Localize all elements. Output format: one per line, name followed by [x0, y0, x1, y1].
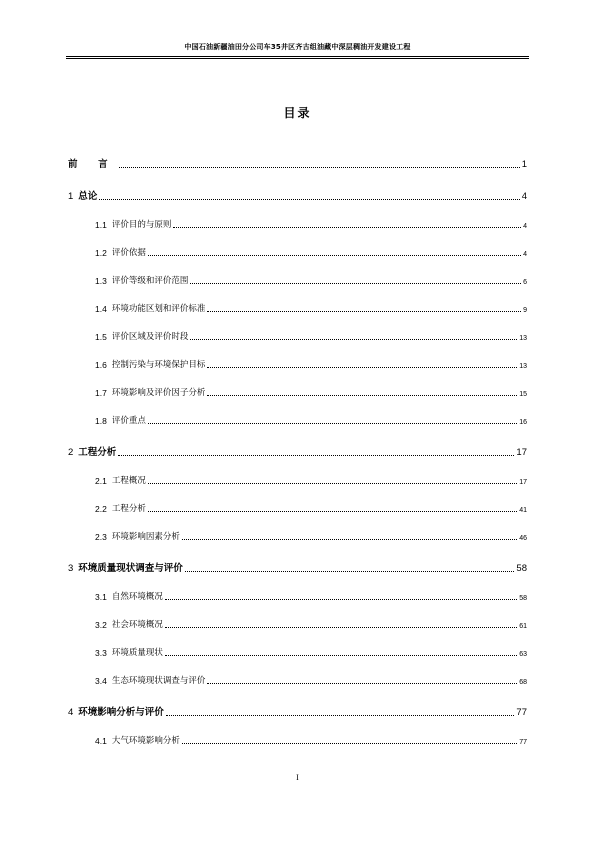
toc-entry-title: 评价等级和评价范围 — [111, 275, 189, 285]
toc-entry-page: 13 — [519, 335, 527, 342]
dot-leader — [148, 511, 517, 512]
toc-section-entry[interactable] — [68, 630, 527, 658]
toc-entry-title: 总论 — [78, 191, 98, 202]
toc-entry-title: 评价依据 — [111, 247, 146, 257]
toc-entry-title: 环境影响因素分析 — [111, 531, 180, 541]
toc-entry-number: 1 — [68, 191, 74, 202]
dot-leader — [185, 571, 515, 572]
toc-section-entry[interactable] — [68, 398, 527, 426]
toc-entry-title: 生态环境现状调查与评价 — [111, 675, 206, 685]
running-header: 中国石油新疆油田分公司车35井区齐古组油藏中深层稠油开发建设工程 — [184, 43, 411, 51]
dot-leader — [207, 395, 517, 396]
toc-entry-number: 1.3 — [95, 276, 107, 286]
toc-entry-title: 环境影响及评价因子分析 — [111, 387, 206, 397]
toc-entry-page: 58 — [519, 595, 527, 602]
toc-entry-title: 自然环境概况 — [111, 591, 163, 601]
toc-entry-title: 前 言 — [68, 159, 117, 170]
toc-entry-title: 评价区域及评价时段 — [111, 331, 189, 341]
toc-entry-number: 2.2 — [95, 504, 107, 514]
toc-entry-page: 6 — [523, 279, 527, 286]
dot-leader — [166, 715, 515, 716]
header-rule — [66, 56, 529, 59]
toc-entry-page: 17 — [516, 447, 527, 458]
page-number: I — [296, 773, 299, 782]
dot-leader — [182, 539, 517, 540]
toc-entry-number: 2.3 — [95, 532, 107, 542]
toc-section-entry[interactable] — [68, 314, 527, 342]
toc-chapter-entry[interactable] — [68, 542, 527, 574]
dot-leader — [148, 423, 517, 424]
toc-section-entry[interactable] — [68, 258, 527, 286]
toc-entry-number: 2 — [68, 447, 74, 458]
toc-entry-number: 4 — [68, 707, 74, 718]
toc-section-entry[interactable] — [68, 202, 527, 230]
toc-entry-page: 68 — [519, 679, 527, 686]
toc-section-entry[interactable] — [68, 458, 527, 486]
dot-leader — [190, 339, 517, 340]
toc-entry-title: 社会环境概况 — [111, 619, 163, 629]
toc-entry-page: 9 — [523, 307, 527, 314]
dot-leader — [207, 367, 517, 368]
toc-entry-page: 41 — [519, 507, 527, 514]
dot-leader — [165, 627, 517, 628]
toc-entry-page: 4 — [523, 251, 527, 258]
dot-leader — [182, 743, 517, 744]
toc-section-entry[interactable] — [68, 514, 527, 542]
toc-entry-page: 13 — [519, 363, 527, 370]
toc-entry-page: 58 — [516, 563, 527, 574]
toc-entry-number: 1.1 — [95, 220, 107, 230]
toc-entry-title: 环境质量现状 — [111, 647, 163, 657]
toc-entry-page: 77 — [519, 739, 527, 746]
dot-leader — [118, 455, 514, 456]
toc-entry-number: 1.5 — [95, 332, 107, 342]
toc-section-entry[interactable] — [68, 602, 527, 630]
dot-leader — [119, 167, 520, 168]
toc-entry-page: 46 — [519, 535, 527, 542]
dot-leader — [207, 311, 521, 312]
toc-entry-title: 环境质量现状调查与评价 — [78, 563, 183, 574]
toc-entry-number: 4.1 — [95, 736, 107, 746]
toc-entry-number: 3.1 — [95, 592, 107, 602]
toc-entry-page: 17 — [519, 479, 527, 486]
toc-entry-title: 工程概况 — [111, 475, 146, 485]
toc-title: 目录 — [283, 106, 312, 120]
toc-entry-page: 4 — [521, 191, 527, 202]
toc-entry-number: 1.8 — [95, 416, 107, 426]
toc-entry-page: 4 — [523, 223, 527, 230]
toc-entry-number: 1.7 — [95, 388, 107, 398]
dot-leader — [173, 227, 521, 228]
toc-entry-page: 63 — [519, 651, 527, 658]
toc-entry-title: 控制污染与环境保护目标 — [111, 359, 206, 369]
dot-leader — [99, 199, 519, 200]
toc-section-entry[interactable] — [68, 342, 527, 370]
toc-entry-page: 1 — [521, 159, 527, 170]
toc-entry-title: 大气环境影响分析 — [111, 735, 180, 745]
toc-entry-number: 1.4 — [95, 304, 107, 314]
dot-leader — [148, 483, 517, 484]
toc-chapter-entry[interactable] — [68, 170, 527, 202]
toc-entry-number: 3 — [68, 563, 74, 574]
toc-entry-page: 61 — [519, 623, 527, 630]
dot-leader — [165, 599, 517, 600]
toc-entry-title: 工程分析 — [78, 447, 117, 458]
toc-chapter-entry[interactable] — [68, 138, 527, 170]
toc-entry-number: 1.2 — [95, 248, 107, 258]
toc-entry-page: 16 — [519, 419, 527, 426]
toc-entry-number: 2.1 — [95, 476, 107, 486]
dot-leader — [148, 255, 521, 256]
toc-section-entry[interactable] — [68, 286, 527, 314]
toc-entry-page: 15 — [519, 391, 527, 398]
toc-chapter-entry[interactable] — [68, 686, 527, 718]
toc-entry-number: 3.3 — [95, 648, 107, 658]
toc-entry-number: 3.2 — [95, 620, 107, 630]
toc-section-entry[interactable] — [68, 658, 527, 686]
toc-section-entry[interactable] — [68, 574, 527, 602]
dot-leader — [207, 683, 517, 684]
toc-entry-number: 3.4 — [95, 676, 107, 686]
dot-leader — [190, 283, 521, 284]
toc-chapter-entry[interactable] — [68, 426, 527, 458]
dot-leader — [165, 655, 517, 656]
toc-entry-title: 评价目的与原则 — [111, 219, 172, 229]
toc-section-entry[interactable] — [68, 718, 527, 746]
toc-section-entry[interactable] — [68, 230, 527, 258]
toc-entry-number: 1.6 — [95, 360, 107, 370]
toc-entry-title: 评价重点 — [111, 415, 146, 425]
table-of-contents — [68, 138, 527, 746]
toc-entry-title: 环境影响分析与评价 — [78, 707, 164, 718]
toc-entry-title: 工程分析 — [111, 503, 146, 513]
toc-section-entry[interactable] — [68, 486, 527, 514]
toc-entry-title: 环境功能区划和评价标准 — [111, 303, 206, 313]
toc-section-entry[interactable] — [68, 370, 527, 398]
toc-entry-page: 77 — [516, 707, 527, 718]
